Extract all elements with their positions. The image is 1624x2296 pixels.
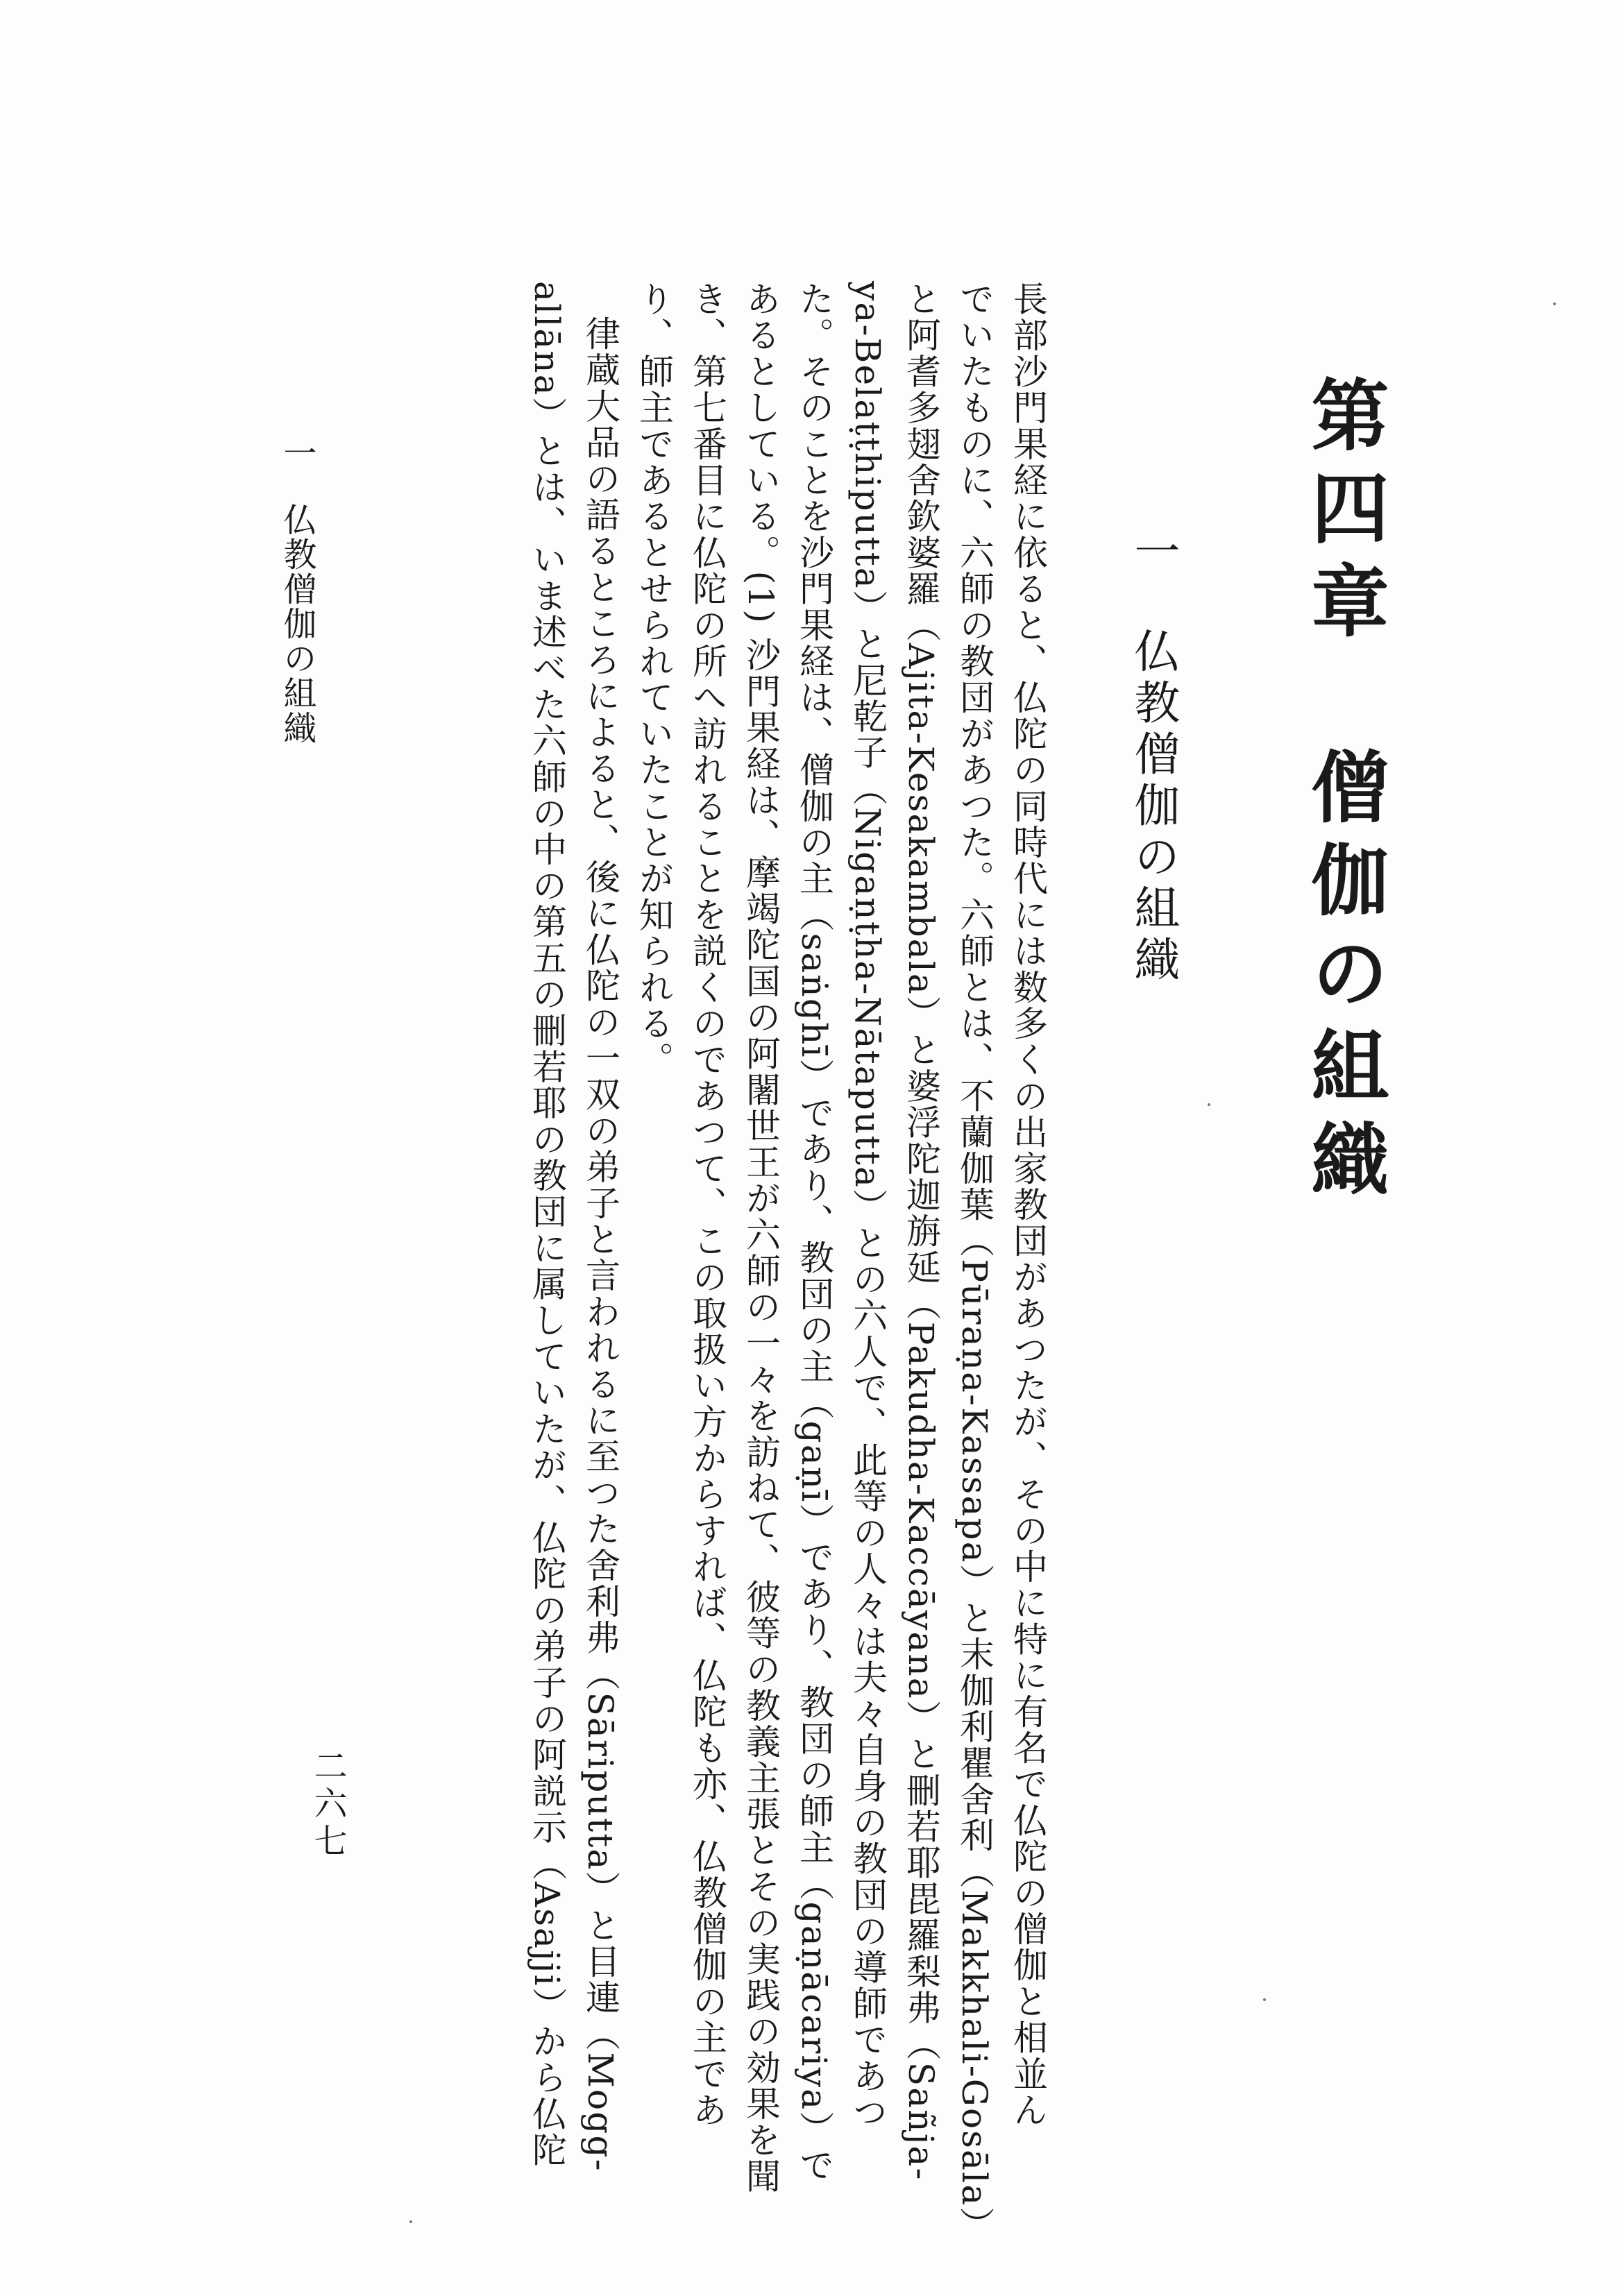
running-head-number: 一 [278, 436, 316, 470]
scan-speck [1553, 303, 1556, 305]
page-number: 二六七 [308, 1749, 347, 1861]
body-line: た。そのことを沙門果経は、僧伽の主（saṅghī）であり、教団の主（gaṇī）であり、教団の師主（gaṇācariya）で [794, 281, 834, 2184]
section-heading [1126, 527, 1180, 987]
body-line: でいたものに、六師の教団があつた。六師とは、不蘭伽葉（Pūraṇa-Kassapa）と末伽利瞿舍利（Makkhali-Gosāla） [954, 281, 995, 2243]
body-line: あるとしている。(1) 沙門果経は、摩竭陀国の阿闍世王が六師の一々を訪ねて、彼等の教義主張とその実践の効果を聞 [741, 281, 781, 2195]
body-line: と阿耆多翅舍欽婆羅（Ajita-Kesakambala）と婆浮陀迦旃延（Pakudha-Kaccāyana）と刪若耶毘羅梨弗（Sañja- [901, 281, 941, 2182]
scan-speck [1208, 1103, 1210, 1106]
running-head-title: 仏教僧伽の組織 [278, 502, 316, 745]
body-line: り、師主であるとせられていたことが知られる。 [634, 281, 674, 1078]
body-line: allāna）とは、いま述べた六師の中の第五の刪若耶の教団に属していたが、仏陀の弟子の阿説示（Asajji）から仏陀 [527, 281, 567, 2168]
scan-speck [1263, 1998, 1266, 2001]
body-line: 律蔵大品の語るところによると、後に仏陀の一双の弟子と言われるに至つた舍利弗（Sāriputta）と目連（Mogg- [580, 316, 620, 2172]
body-line: ya-Belaṭṭhiputta）と尼乾子（Nigaṇṭha-Nātaputta）との六人で、此等の人々は夫々自身の教団の導師であつ [847, 281, 888, 2131]
body-line: き、第七番目に仏陀の所へ訪れることを説くのであつて、この取扱い方からすれば、仏陀も亦、仏教僧伽の主であ [687, 281, 727, 2129]
section-number: 一 [1126, 527, 1180, 579]
running-head [280, 436, 314, 745]
scan-speck [409, 2220, 412, 2223]
chapter-title: 第四章 僧伽の組織 [1299, 375, 1389, 1211]
body-line: 長部沙門果経に依ると、仏陀の同時代には数多くの出家教団があつたが、その中に特に有名で仏陀の僧伽と相並ん [1008, 281, 1048, 2129]
section-title: 仏教僧伽の組織 [1126, 627, 1180, 987]
